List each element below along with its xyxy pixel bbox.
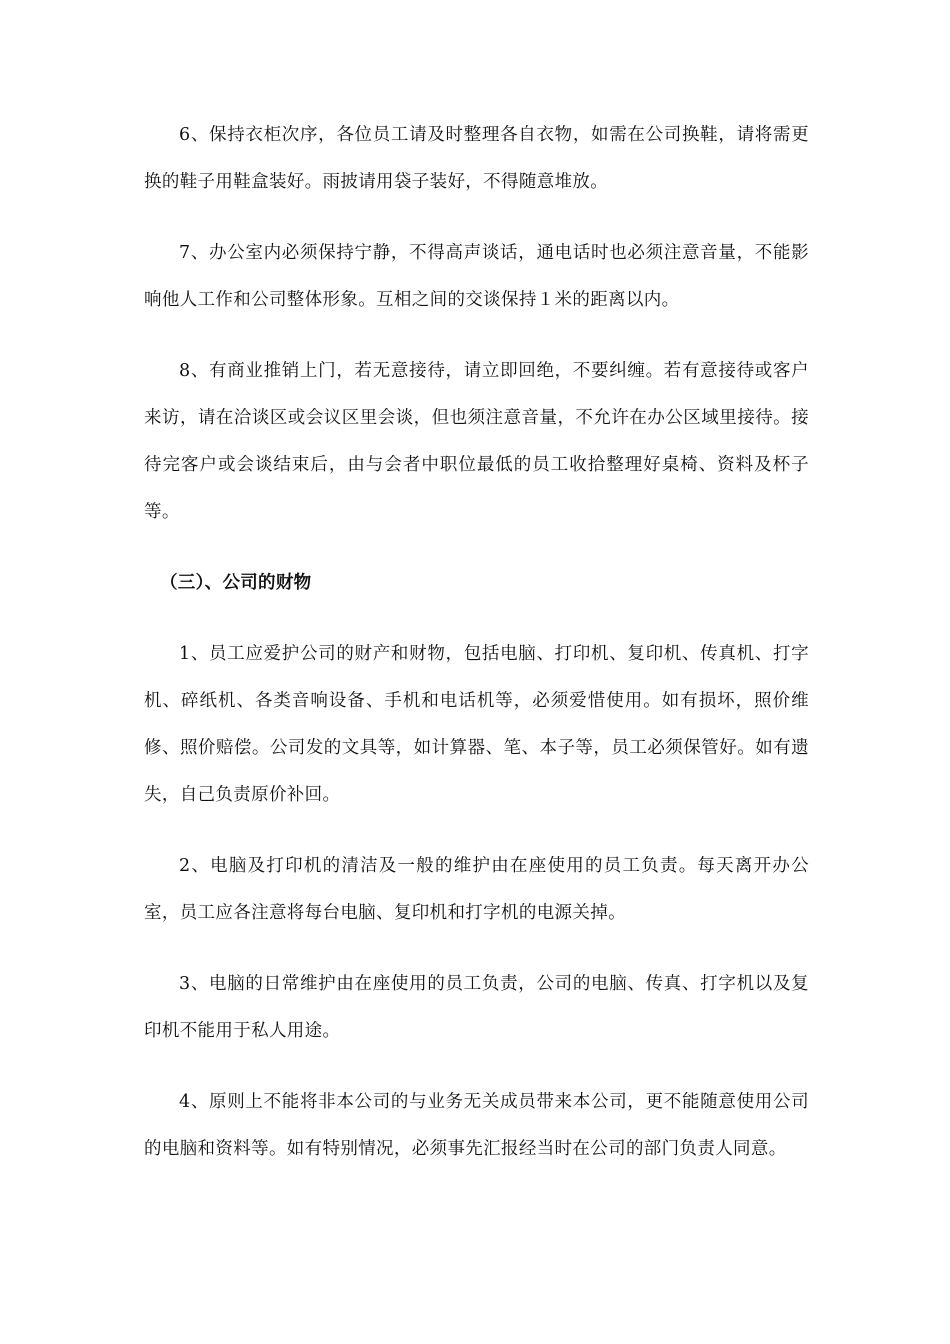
paragraph-item-8: 8、有商业推销上门，若无意接待，请立即回绝，不要纠缠。若有意接待或客户来访，请在洽谈区或会议区里会谈，但也须注意音量，不允许在办公区域里接待。接待完客户或会谈结束后，由与会者中职位最低的员工收拾整理好桌椅、资料及杯子等。 [144, 361, 809, 522]
paragraph-item-7: 7、办公室内必须保持宁静，不得高声谈话，通电话时也必须注意音量，不能影响他人工作和公司整体形象。互相之间的交谈保持１米的距离以内。 [144, 243, 809, 310]
section-heading: （三）、公司的财物 [160, 573, 312, 593]
paragraph-item-6: 6、保持衣柜次序，各位员工请及时整理各自衣物，如需在公司换鞋，请将需更换的鞋子用鞋盒装好。雨披请用袋子装好，不得随意堆放。 [144, 125, 809, 192]
section-paragraph-4: 4、原则上不能将非本公司的与业务无关成员带来本公司，更不能随意使用公司的电脑和资料等。如有特别情况，必须事先汇报经当时在公司的部门负责人同意。 [144, 1092, 809, 1159]
section-paragraph-3: 3、电脑的日常维护由在座使用的员工负责，公司的电脑、传真、打字机以及复印机不能用于私人用途。 [144, 974, 809, 1041]
section-paragraph-1: 1、员工应爱护公司的财产和财物，包括电脑、打印机、复印机、传真机、打字机、碎纸机、各类音响设备、手机和电话机等，必须爱惜使用。如有损坏，照价维修、照价赔偿。公司发的文具等，如计算器、笔、本子等，员工必须保管好。如有遗失，自己负责原价补回。 [144, 644, 809, 805]
document-body [144, 112, 809, 1197]
section-paragraph-2: 2、电脑及打印机的清洁及一般的维护由在座使用的员工负责。每天离开办公室，员工应各注意将每台电脑、复印机和打字机的电源关掉。 [144, 856, 809, 923]
